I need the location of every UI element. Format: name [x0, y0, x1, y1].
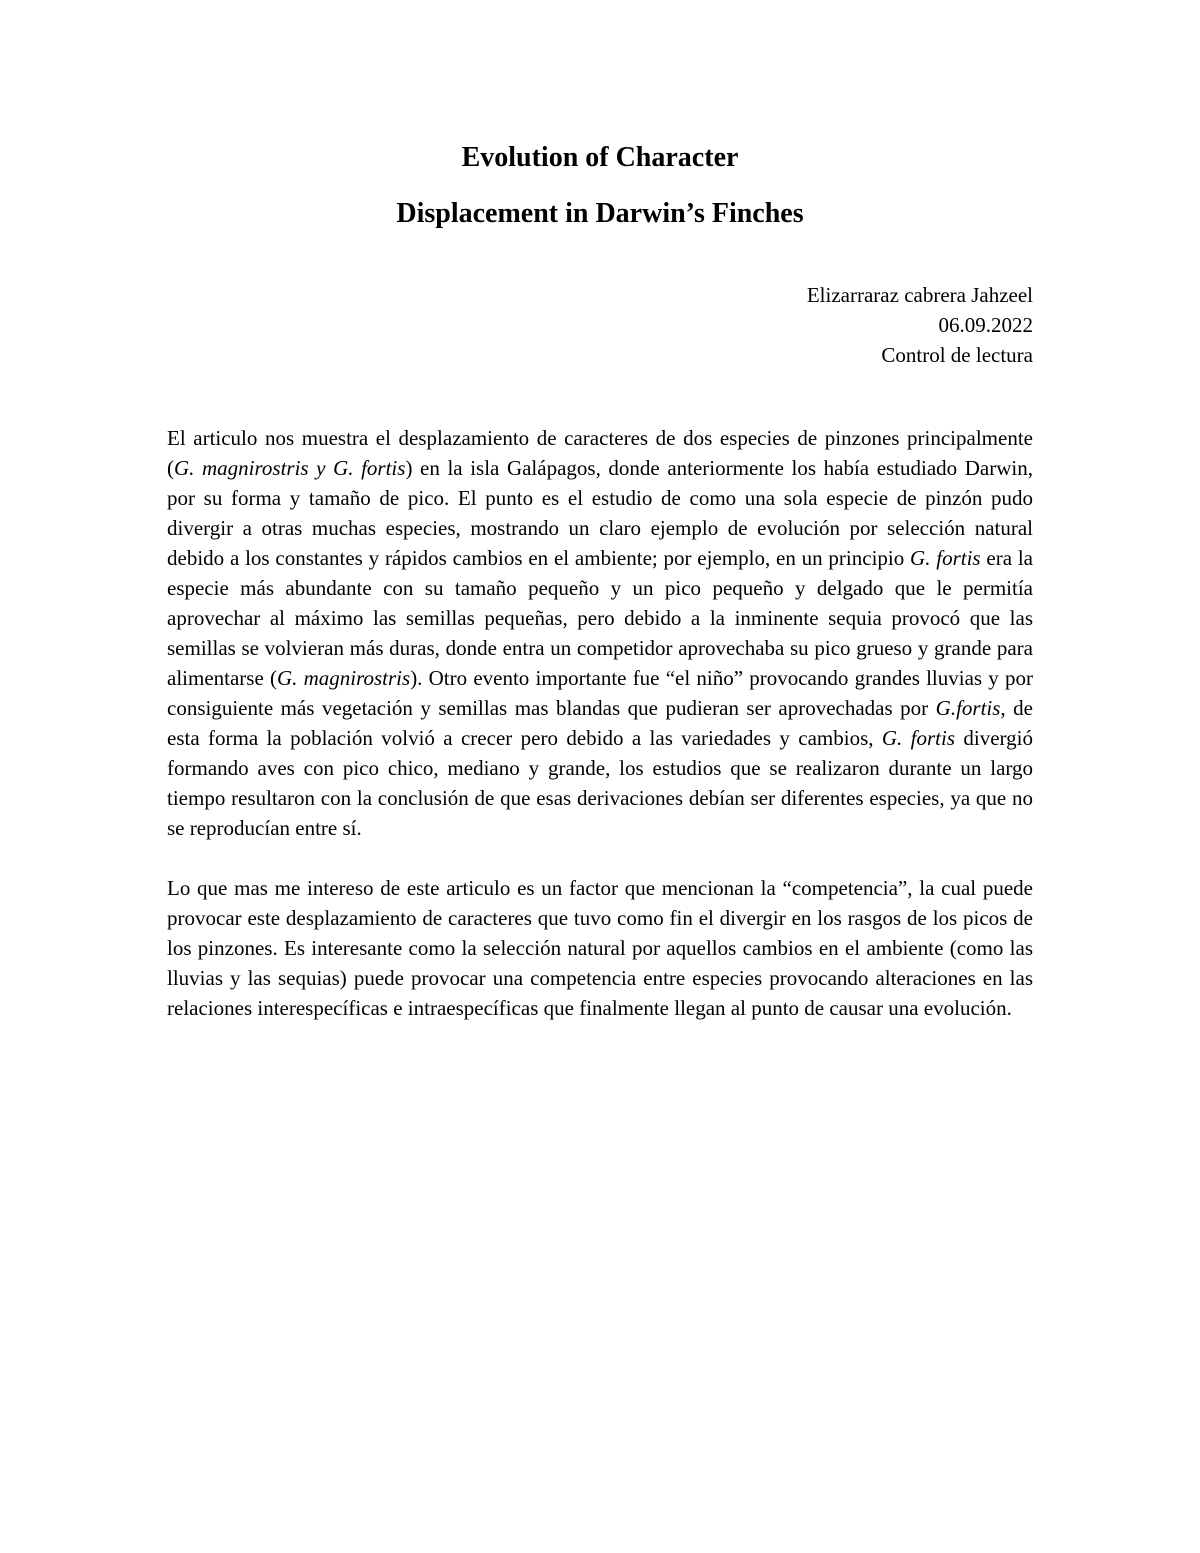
- text-segment: , de esta forma la población volvió a crecer pero debido a las variedades y cambios,: [167, 696, 1033, 750]
- title-block: [0, 140, 1200, 232]
- text-segment: ). Otro evento importante fue “el niño” provocando grandes lluvias y por consiguiente más vegetación y semillas mas blandas que pudieran ser aprovechadas por: [167, 666, 1033, 720]
- species-name: G. fortis: [910, 546, 981, 570]
- title-line-1: Evolution of Character: [461, 142, 739, 173]
- paragraph-1: [167, 423, 1033, 843]
- species-name: G. magnirostris y G. fortis: [174, 456, 406, 480]
- text-segment: El articulo nos muestra el desplazamiento de caracteres de dos especies de pinzones principalmente (: [167, 426, 1033, 480]
- text-segment: era la especie más abundante con su tamaño pequeño y un pico pequeño y delgado que le permitía aprovechar al máximo las semillas pequeñas, pero debido a la inminente sequia provocó que las semillas se volvieran más duras, donde entra un competidor aprovechaba su pico grueso y grande para alimentarse (: [167, 546, 1033, 690]
- species-name: G. magnirostris: [276, 666, 411, 690]
- species-name: G. fortis: [881, 726, 956, 750]
- title-line-2: Displacement in Darwin’s Finches: [396, 198, 804, 229]
- paragraph-2: [167, 873, 1033, 1023]
- body-text: [167, 423, 1033, 1023]
- document-date: 06.09.2022: [938, 313, 1033, 337]
- text-segment: Lo que mas me intereso de este articulo es un factor que mencionan la “competencia”, la cual puede provocar este desplazamiento de caracteres que tuvo como fin el divergir en los rasgos de los picos de los pinzones. Es interesante como la selección natural por aquellos cambios en el ambiente (como las lluvias y las sequias) puede provocar una competencia entre especies provocando alteraciones en las relaciones interespecíficas e intraespecíficas que finalmente llegan al punto de causar una evolución.: [167, 876, 1033, 1020]
- text-segment: divergió formando aves con pico chico, mediano y grande, los estudios que se realizaron durante un largo tiempo resultaron con la conclusión de que esas derivaciones debían ser diferentes especies, ya que no se reproducían entre sí.: [167, 726, 1033, 840]
- text-segment: ) en la isla Galápagos, donde anteriormente los había estudiado Darwin, por su forma y tamaño de pico. El punto es el estudio de como una sola especie de pinzón pudo divergir a otras muchas especies, mostrando un claro ejemplo de evolución por selección natural debido a los constantes y rápidos cambios en el ambiente; por ejemplo, en un principio: [167, 456, 1033, 570]
- metadata-block: [807, 280, 1033, 370]
- author-name: Elizarraraz cabrera Jahzeel: [806, 283, 1033, 307]
- document-type: Control de lectura: [881, 343, 1033, 367]
- species-name: G.fortis: [935, 696, 1001, 720]
